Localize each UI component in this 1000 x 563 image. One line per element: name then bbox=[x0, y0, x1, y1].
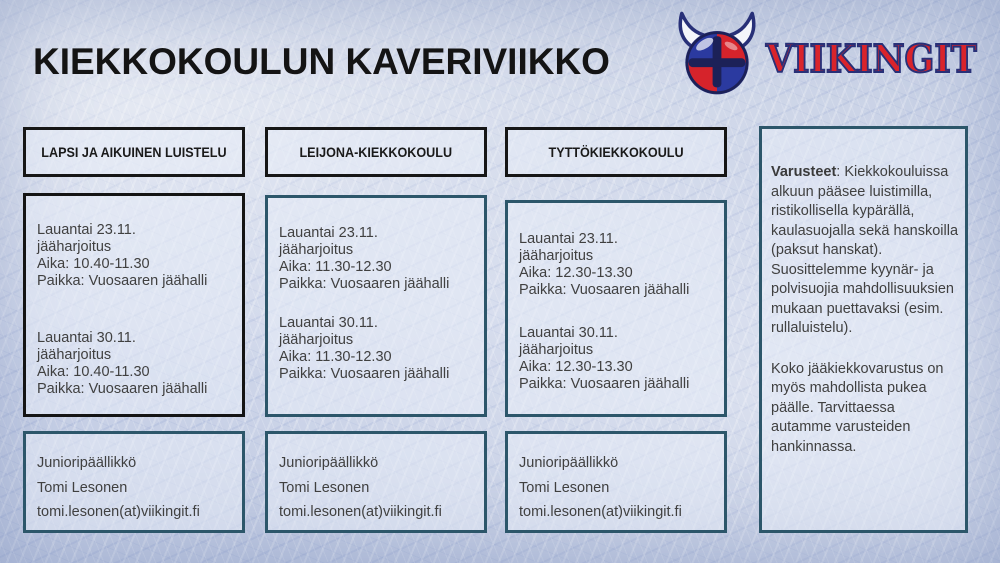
session-place: Paikka: Vuosaaren jäähalli bbox=[519, 376, 690, 392]
session-time: Aika: 10.40-11.30 bbox=[37, 364, 150, 380]
session-time: Aika: 12.30-13.30 bbox=[519, 265, 633, 281]
session-activity: jääharjoitus bbox=[37, 347, 112, 363]
session-activity: jääharjoitus bbox=[279, 242, 354, 258]
session bbox=[279, 315, 476, 383]
session-place: Paikka: Vuosaaren jäähalli bbox=[279, 366, 450, 382]
schedule-box-leijona bbox=[265, 195, 487, 417]
contact-box bbox=[23, 431, 245, 533]
equipment-info-box bbox=[759, 126, 968, 533]
session-day: Lauantai 30.11. bbox=[519, 325, 618, 341]
session-day: Lauantai 30.11. bbox=[37, 330, 136, 346]
contact-role: Junioripäällikkö bbox=[37, 455, 137, 471]
column-header-label: LAPSI JA AIKUINEN LUISTELU bbox=[41, 144, 227, 160]
club-wordmark: VIIKINGIT bbox=[766, 36, 977, 81]
session-time: Aika: 11.30-12.30 bbox=[279, 349, 392, 365]
contact-box bbox=[505, 431, 727, 533]
viking-helmet-icon bbox=[673, 6, 761, 100]
column-header-label: TYTTÖKIEKKOKOULU bbox=[548, 144, 684, 160]
contact-email: tomi.lesonen(at)viikingit.fi bbox=[37, 504, 200, 520]
session bbox=[37, 330, 234, 398]
contact-email: tomi.lesonen(at)viikingit.fi bbox=[279, 504, 442, 520]
session bbox=[37, 222, 234, 290]
session-time: Aika: 10.40-11.30 bbox=[37, 256, 150, 272]
column-header-lapsi-ja-aikuinen-luistelu bbox=[23, 127, 245, 177]
session-day: Lauantai 23.11. bbox=[519, 231, 618, 247]
contact-name: Tomi Lesonen bbox=[37, 479, 128, 496]
session-place: Paikka: Vuosaaren jäähalli bbox=[37, 273, 208, 289]
equipment-heading: Varusteet bbox=[771, 164, 837, 180]
equipment-paragraph-1 bbox=[771, 163, 959, 339]
session-activity: jääharjoitus bbox=[279, 332, 354, 348]
contact-role: Junioripäällikkö bbox=[519, 455, 619, 471]
equipment-paragraph-1-text: : Kiekkokouluissa alkuun pääsee luistimilla, ristikollisella kypärällä, kaulasuojalla sekä hanskoilla (paksut hanskat). Suosittelemme kyynär- ja polvisuojia mahdollisuuksien mukaan puettavaksi (esim. rullaluistelu). bbox=[771, 164, 959, 336]
contact-role: Junioripäällikkö bbox=[279, 455, 379, 471]
column-header-label: LEIJONA-KIEKKOKOULU bbox=[299, 144, 453, 160]
session-activity: jääharjoitus bbox=[519, 342, 594, 358]
session-place: Paikka: Vuosaaren jäähalli bbox=[37, 381, 208, 397]
session-time: Aika: 12.30-13.30 bbox=[519, 359, 633, 375]
contact-box bbox=[265, 431, 487, 533]
schedule-box-tytto bbox=[505, 200, 727, 417]
club-logo bbox=[673, 6, 977, 102]
session-day: Lauantai 23.11. bbox=[279, 225, 378, 241]
session-place: Paikka: Vuosaaren jäähalli bbox=[279, 276, 450, 292]
session bbox=[519, 325, 716, 393]
session bbox=[519, 231, 716, 299]
session-day: Lauantai 23.11. bbox=[37, 222, 136, 238]
contact-name: Tomi Lesonen bbox=[279, 479, 370, 496]
session bbox=[279, 225, 476, 293]
contact-email: tomi.lesonen(at)viikingit.fi bbox=[519, 504, 682, 520]
equipment-paragraph-2: Koko jääkiekkovarustus on myös mahdollista pukea päälle. Tarvittaessa autamme varusteiden hankinnassa. bbox=[771, 360, 944, 455]
session-time: Aika: 11.30-12.30 bbox=[279, 259, 392, 275]
page-title: KIEKKOKOULUN KAVERIVIIKKO bbox=[33, 41, 610, 82]
session-place: Paikka: Vuosaaren jäähalli bbox=[519, 282, 690, 298]
column-header-leijona-kiekkokoulu bbox=[265, 127, 487, 177]
contact-name: Tomi Lesonen bbox=[519, 479, 610, 496]
schedule-box-lapsi-ja-aikuinen bbox=[23, 193, 245, 417]
session-activity: jääharjoitus bbox=[37, 239, 112, 255]
column-header-tyttokiekkokoulu bbox=[505, 127, 727, 177]
session-day: Lauantai 30.11. bbox=[279, 315, 378, 331]
session-activity: jääharjoitus bbox=[519, 248, 594, 264]
